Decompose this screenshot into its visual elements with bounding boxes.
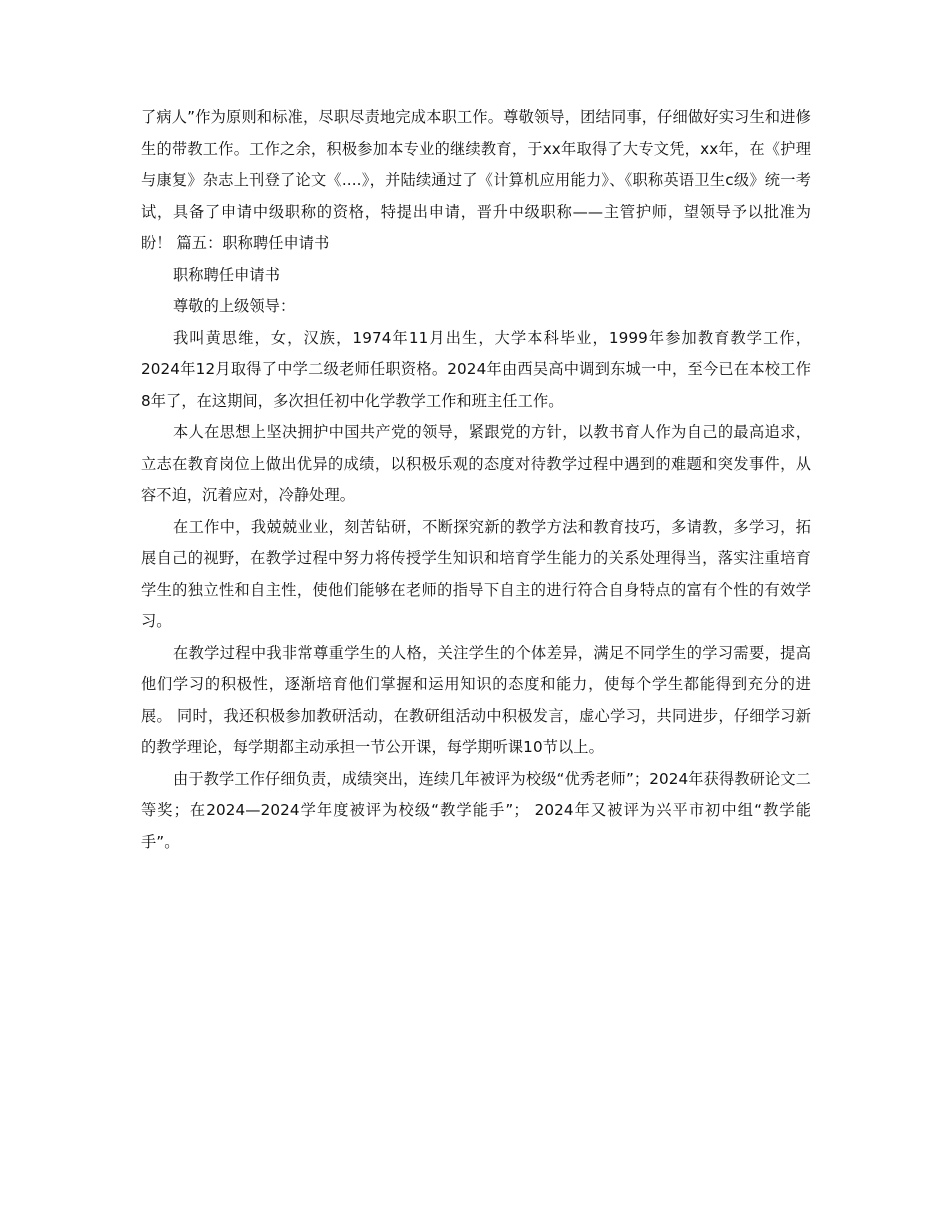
document-body [141, 102, 811, 858]
paragraph-achievements: 由于教学工作仔细负责，成绩突出，连续几年被评为校级“优秀老师”；2024年获得教研论文二等奖；在2024—2024学年度被评为校级“教学能手”； 2024年又被评为兴平市初中组“教学能手”。 [141, 769, 811, 851]
paragraph-work: 在工作中，我兢兢业业，刻苦钻研，不断探究新的教学方法和教育技巧，多请教，多学习，拓展自己的视野，在教学过程中努力将传授学生知识和培育学生能力的关系处理得当，落实注重培育学生的独立性和自主性，使他们能够在老师的指导下自主的进行符合自身特点的富有个性的有效学习。 [141, 517, 811, 630]
paragraph-ideology: 本人在思想上坚决拥护中国共产党的领导，紧跟党的方针，以教书育人作为自己的最高追求，立志在教育岗位上做出优异的成绩，以积极乐观的态度对待教学过程中遇到的难题和突发事件，从容不迫，沉着应对，冷静处理。 [141, 423, 811, 504]
paragraph-teaching: 在教学过程中我非常尊重学生的人格，关注学生的个体差异，满足不同学生的学习需要，提高他们学习的积极性，逐渐培育他们掌握和运用知识的态度和能力，使每个学生都能得到充分的进展。 同时，我还积极参加教研活动，在教研组活动中积极发言，虚心学习，共同进步，仔细学习新的教学理论，每学期都主动承担一节公开课，每学期听课10节以上。 [141, 643, 811, 756]
paragraph-continuation: 了病人”作为原则和标准，尽职尽责地完成本职工作。尊敬领导，团结同事，仔细做好实习生和进修生的带教工作。工作之余，积极参加本专业的继续教育，于xx年取得了大专文凭，xx年，在《护理与康复》杂志上刊登了论文《....》，并陆续通过了《计算机应用能力》、《职称英语卫生c级》统一考试，具备了申请中级职称的资格，特提出申请，晋升中级职称——主管护师，望领导予以批准为盼！ 篇五：职称聘任申请书 [141, 108, 811, 252]
salutation: 尊敬的上级领导： [173, 297, 296, 315]
paragraph-introduction: 我叫黄思维，女，汉族，1974年11月出生，大学本科毕业，1999年参加教育教学工作，2024年12月取得了中学二级老师任职资格。2024年由西吴高中调到东城一中，至今已在本校工作8年了，在这期间，多次担任初中化学教学工作和班主任工作。 [141, 328, 811, 410]
section-heading: 职称聘任申请书 [173, 265, 281, 284]
